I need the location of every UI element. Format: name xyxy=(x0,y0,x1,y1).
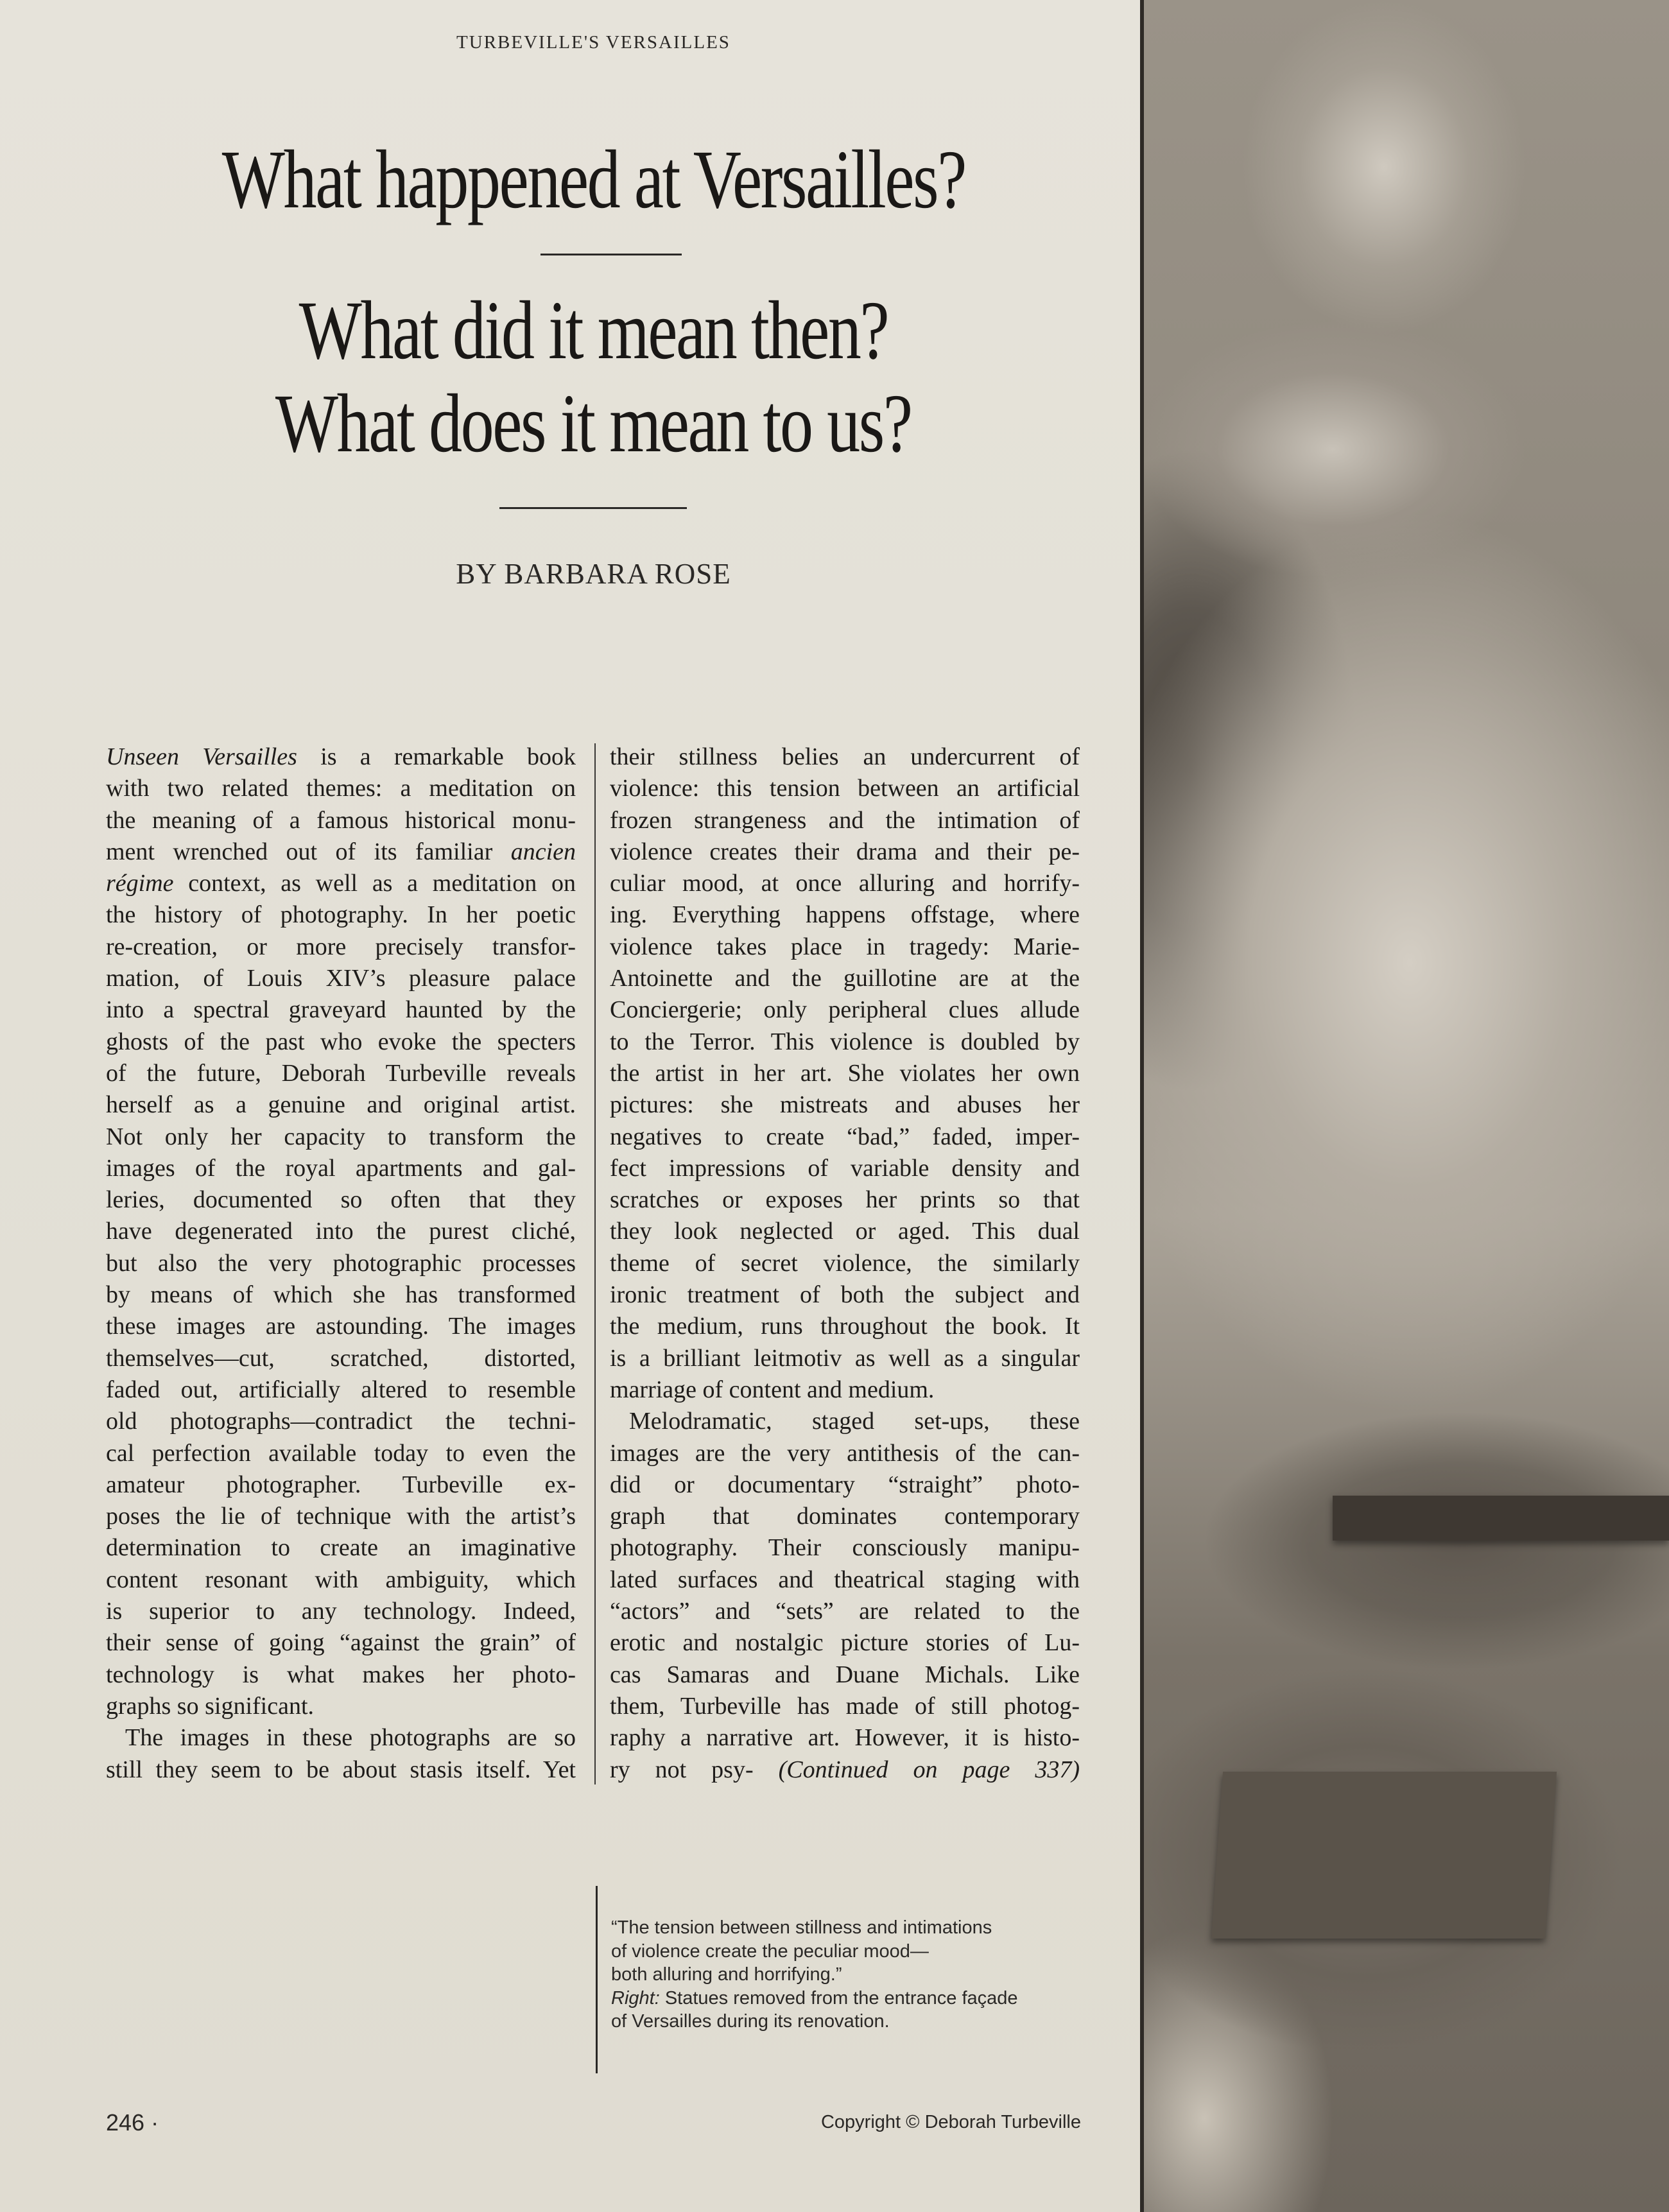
body-text: is a brilliant leitmotiv as well as a singular xyxy=(610,1344,1080,1372)
headline-line-2 xyxy=(106,282,1081,379)
article-line xyxy=(106,1089,576,1121)
running-head: TURBEVILLE'S VERSAILLES xyxy=(456,32,731,53)
article-line xyxy=(610,741,1080,773)
article-line xyxy=(106,1722,576,1754)
article-line xyxy=(106,1121,576,1153)
article-line xyxy=(106,1438,576,1469)
article-line xyxy=(106,1691,576,1722)
body-text: themselves—cut, scratched, distorted, xyxy=(106,1344,576,1372)
article-line xyxy=(610,1279,1080,1311)
body-text: Antoinette and the guillotine are at the xyxy=(610,965,1080,992)
article-line xyxy=(106,836,576,868)
body-text: the artist in her art. She violates her own xyxy=(610,1059,1080,1087)
body-text: the medium, runs throughout the book. It xyxy=(610,1313,1080,1340)
body-text: Conciergerie; only peripheral clues allude xyxy=(610,996,1080,1024)
article-line xyxy=(610,1532,1080,1564)
caption-line: of Versailles during its renovation. xyxy=(611,2011,890,2032)
pull-quote-line: of violence create the peculiar mood— xyxy=(611,1940,929,1962)
article-line xyxy=(106,1501,576,1532)
italic-text: ancien xyxy=(510,838,576,865)
article-line xyxy=(106,868,576,899)
article-line xyxy=(610,1311,1080,1342)
body-text: Melodramatic, staged set-ups, these xyxy=(629,1408,1080,1435)
article-line xyxy=(106,1058,576,1089)
article-line xyxy=(106,931,576,963)
article-line xyxy=(610,1406,1080,1437)
body-text: faded out, artificially altered to resemble xyxy=(106,1376,576,1403)
body-text: Not only her capacity to transform the xyxy=(106,1123,576,1150)
article-line xyxy=(610,1722,1080,1754)
italic-text: Unseen Versailles xyxy=(106,743,297,770)
article-line xyxy=(106,805,576,836)
body-text: herself as a genuine and original artist. xyxy=(106,1091,576,1119)
body-text: marriage of content and medium. xyxy=(610,1376,935,1403)
statue-photograph xyxy=(1140,0,1669,2212)
article-line xyxy=(106,994,576,1026)
body-text: with two related themes: a meditation on xyxy=(106,775,576,802)
article-line xyxy=(610,1659,1080,1691)
article-line xyxy=(610,994,1080,1026)
stone-slab xyxy=(1211,1772,1557,1939)
body-text: photography. Their consciously manipu- xyxy=(610,1534,1080,1562)
article-line xyxy=(106,741,576,773)
body-text: cas Samaras and Duane Michals. Like xyxy=(610,1661,1080,1688)
body-text: raphy a narrative art. However, it is histo- xyxy=(610,1724,1080,1752)
body-text: technology is what makes her photo- xyxy=(106,1661,576,1688)
article-line xyxy=(106,1596,576,1627)
body-text: negatives to create “bad,” faded, imper- xyxy=(610,1123,1080,1150)
stone-slab xyxy=(1333,1496,1669,1541)
body-text: still they seem to be about stasis itself. Yet xyxy=(106,1756,576,1783)
body-text: fect impressions of variable density and xyxy=(610,1154,1080,1182)
headline-text: What happened at Versailles? xyxy=(221,134,965,226)
article-line xyxy=(106,1627,576,1659)
article-line xyxy=(610,1343,1080,1374)
article-line xyxy=(610,1754,1080,1786)
body-text: re-creation, or more precisely transfor- xyxy=(106,933,576,960)
body-text: cal perfection available today to even the xyxy=(106,1439,576,1467)
photo-edge xyxy=(1140,0,1144,2212)
body-text: violence: this tension between an artificial xyxy=(610,775,1080,802)
body-text: scratches or exposes her prints so that xyxy=(610,1186,1080,1214)
body-text: did or documentary “straight” photo- xyxy=(610,1471,1080,1498)
article-line xyxy=(610,1564,1080,1596)
body-text: violence takes place in tragedy: Marie- xyxy=(610,933,1080,960)
body-text: amateur photographer. Turbeville ex- xyxy=(106,1471,576,1498)
article-line xyxy=(610,1026,1080,1058)
body-text: culiar mood, at once alluring and horrify- xyxy=(610,870,1080,897)
article-line xyxy=(610,1089,1080,1121)
article-line xyxy=(106,963,576,994)
headline-line-3 xyxy=(106,376,1081,472)
pull-quote-line: both alluring and horrifying.” xyxy=(611,1964,842,1985)
article-line xyxy=(106,1026,576,1058)
body-text: erotic and nostalgic picture stories of Lu- xyxy=(610,1629,1080,1657)
article-line xyxy=(106,1311,576,1342)
body-text: lated surfaces and theatrical staging with xyxy=(610,1566,1080,1593)
article-line xyxy=(106,1343,576,1374)
article-line xyxy=(106,1216,576,1247)
body-text: graph that dominates contemporary xyxy=(610,1503,1080,1530)
page-number: 246 · xyxy=(106,2109,159,2136)
headline-text: What does it mean to us? xyxy=(275,377,912,470)
body-text: poses the lie of technique with the artist’s xyxy=(106,1503,576,1530)
article-line xyxy=(106,1406,576,1437)
body-text: old photographs—contradict the techni- xyxy=(106,1408,576,1435)
body-text: context, as well as a meditation on xyxy=(173,870,576,897)
article-line xyxy=(106,1153,576,1184)
headline-divider xyxy=(540,254,682,255)
caption-text: Statues removed from the entrance façade xyxy=(659,1987,1018,2009)
article-line xyxy=(610,1216,1080,1247)
body-text: determination to create an imaginative xyxy=(106,1534,576,1562)
article-line xyxy=(610,1374,1080,1406)
article-line xyxy=(106,899,576,931)
photo-caption xyxy=(611,1916,1073,2034)
body-text: ry not psy- xyxy=(610,1756,779,1783)
body-text: mation, of Louis XIV’s pleasure palace xyxy=(106,965,576,992)
article-line xyxy=(610,1627,1080,1659)
article-line xyxy=(610,1121,1080,1153)
article-line xyxy=(106,1374,576,1406)
article-line xyxy=(610,1438,1080,1469)
article-column-2 xyxy=(610,741,1080,1786)
body-text: their stillness belies an undercurrent of xyxy=(610,743,1080,770)
body-text: is a remarkable book xyxy=(297,743,576,770)
headline-text: What did it mean then? xyxy=(298,284,888,377)
caption-rule xyxy=(596,1886,598,2073)
caption-line xyxy=(611,1987,1073,2010)
article-line xyxy=(610,1153,1080,1184)
body-text: theme of secret violence, the similarly xyxy=(610,1249,1080,1277)
body-text: frozen strangeness and the intimation of xyxy=(610,806,1080,834)
pull-quote-line: “The tension between stillness and intimations xyxy=(611,1917,992,1938)
photo-credit: Copyright © Deborah Turbeville xyxy=(820,2112,1081,2132)
article-line xyxy=(106,1279,576,1311)
article-line xyxy=(610,1469,1080,1501)
article-line xyxy=(106,1248,576,1279)
column-divider xyxy=(594,743,596,1784)
article-line xyxy=(106,1564,576,1596)
body-text: The images in these photographs are so xyxy=(125,1724,576,1752)
body-text: the history of photography. In her poetic xyxy=(106,901,576,929)
body-text: they look neglected or aged. This dual xyxy=(610,1218,1080,1245)
article-line xyxy=(610,805,1080,836)
article-line xyxy=(106,773,576,804)
body-text: content resonant with ambiguity, which xyxy=(106,1566,576,1593)
body-text: images of the royal apartments and gal- xyxy=(106,1154,576,1182)
article-line xyxy=(610,868,1080,899)
body-text: have degenerated into the purest cliché, xyxy=(106,1218,576,1245)
article-line xyxy=(610,931,1080,963)
byline: BY BARBARA ROSE xyxy=(456,558,731,590)
headline-line-1 xyxy=(106,132,1081,228)
article-line xyxy=(610,1501,1080,1532)
body-text: “actors” and “sets” are related to the xyxy=(610,1598,1080,1625)
article-line xyxy=(610,1184,1080,1216)
body-text: but also the very photographic processes xyxy=(106,1249,576,1277)
body-text: pictures: she mistreats and abuses her xyxy=(610,1091,1080,1119)
article-line xyxy=(610,1691,1080,1722)
article-line xyxy=(610,1596,1080,1627)
italic-text: (Continued on page 337) xyxy=(778,1756,1080,1783)
article-line xyxy=(106,1469,576,1501)
article-line xyxy=(106,1184,576,1216)
article-line xyxy=(610,836,1080,868)
body-text: leries, documented so often that they xyxy=(106,1186,576,1214)
body-text: these images are astounding. The images xyxy=(106,1313,576,1340)
body-text: violence creates their drama and their pe- xyxy=(610,838,1080,865)
article-line xyxy=(106,1659,576,1691)
byline-divider xyxy=(499,507,687,509)
body-text: graphs so significant. xyxy=(106,1692,315,1720)
article-line xyxy=(610,1248,1080,1279)
body-text: ironic treatment of both the subject and xyxy=(610,1281,1080,1309)
article-line xyxy=(106,1754,576,1786)
body-text: is superior to any technology. Indeed, xyxy=(106,1598,576,1625)
article-line xyxy=(610,773,1080,804)
body-text: them, Turbeville has made of still photog- xyxy=(610,1692,1080,1720)
body-text: ment wrenched out of its familiar xyxy=(106,838,511,865)
article-column-1 xyxy=(106,741,576,1786)
body-text: the meaning of a famous historical monu- xyxy=(106,806,576,834)
body-text: of the future, Deborah Turbeville reveals xyxy=(106,1059,576,1087)
article-line xyxy=(610,899,1080,931)
article-line xyxy=(610,1058,1080,1089)
body-text: their sense of going “against the grain” of xyxy=(106,1629,576,1657)
body-text: by means of which she has transformed xyxy=(106,1281,576,1309)
italic-text: régime xyxy=(106,870,174,897)
body-text: to the Terror. This violence is doubled by xyxy=(610,1028,1080,1055)
body-text: ghosts of the past who evoke the specters xyxy=(106,1028,576,1055)
body-text: into a spectral graveyard haunted by the xyxy=(106,996,576,1024)
caption-direction-label: Right: xyxy=(611,1987,660,2009)
article-line xyxy=(106,1532,576,1564)
body-text: ing. Everything happens offstage, where xyxy=(610,901,1080,929)
article-line xyxy=(610,963,1080,994)
body-text: images are the very antithesis of the can- xyxy=(610,1439,1080,1467)
